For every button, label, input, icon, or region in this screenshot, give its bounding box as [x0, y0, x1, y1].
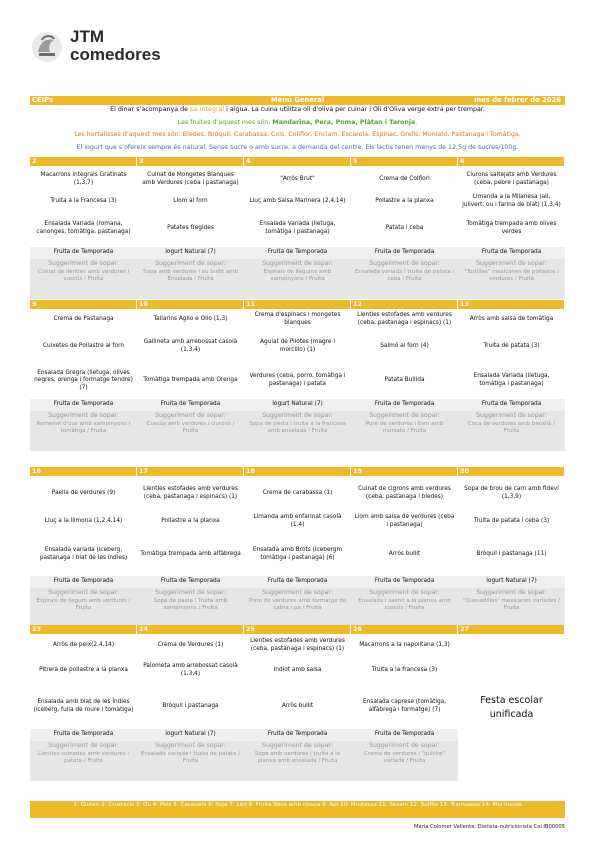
- suggestion-title: Suggeriment de sopar:: [262, 742, 333, 749]
- day-column: [244, 467, 351, 625]
- note-yogurt: El iogurt que s’ofereix sempre és natural. Sense sucre o amb sucre, a demanda del centre. Els lactis tenen menys de 12,5g de sucres/100g.: [76, 144, 519, 151]
- first-course: "Arròs Brut": [280, 175, 315, 182]
- dessert: Fruita de Temporada: [137, 576, 244, 588]
- side-dish: Arròs bullit: [281, 703, 314, 710]
- suggestion-text: Ensalada i salmó a la planxa amb cuscús / Fruita: [358, 598, 451, 612]
- suggestion-title: Suggeriment de sopar:: [48, 412, 119, 419]
- suggestion-title: Suggeriment de sopar:: [369, 412, 440, 419]
- dessert: Fruita de Temporada: [30, 247, 137, 259]
- suggestion-title: Suggeriment de sopar:: [476, 589, 547, 596]
- second-course: Lluç a la llimona (1,2,4,14): [44, 518, 123, 525]
- dinner-suggestion: [351, 259, 458, 299]
- second-course: Salmó al forn (4): [380, 342, 429, 349]
- suggestion-text: Sopa de pasta i Truita amb xampinyons / Fruita: [153, 598, 228, 612]
- dessert: Fruita de Temporada: [137, 399, 244, 411]
- first-course: Crema de carabassa (1): [262, 489, 333, 496]
- day-number: 20: [458, 467, 565, 476]
- second-course: Llom amb salsa de verdures (ceba i pastanaga): [354, 514, 455, 528]
- second-course: Limanda a la Milanesa (all, julivert, ou i farina de blat) (1,3,4): [462, 194, 561, 208]
- day-number: 18: [244, 467, 351, 476]
- suggestion-title: Suggeriment de sopar:: [369, 589, 440, 596]
- suggestion-text: Espirals de llegums amb xampinyons / Fruita: [263, 269, 332, 283]
- day-column: [458, 625, 565, 801]
- week-row: [30, 467, 565, 625]
- first-course: Crema de Colflori: [379, 175, 430, 182]
- suggestion-text: Sopa amb verdures i truita a la planxa amb ensalada / Fruita: [254, 751, 341, 765]
- first-course: Macarrons a la napolitana (1,3): [359, 641, 450, 648]
- suggestion-text: "Quesadillas" mexicanes variades / Fruita: [463, 598, 560, 612]
- second-course: Lluç amb Salsa Marinera (2,4,14): [249, 198, 346, 205]
- suggestion-text: Sopa de pasta i truita a la francesa amb ensalada / Fruita: [249, 421, 346, 435]
- week-row: [30, 157, 565, 300]
- suggestion-text: Remenat d'ous amb xampinyons i tomàtiga / Fruita: [36, 421, 131, 435]
- suggestion-title: Suggeriment de sopar:: [476, 260, 547, 267]
- suggestion-title: Suggeriment de sopar:: [155, 412, 226, 419]
- dinner-suggestion: [137, 259, 244, 299]
- dinner-suggestion: [458, 259, 565, 299]
- suggestion-text: Puré de verdures i llom amb moniato / Fruita: [365, 421, 444, 435]
- suggestion-title: Suggeriment de sopar:: [48, 260, 119, 267]
- second-course: Cuixetes de Pollastre al forn: [42, 342, 125, 349]
- second-course: Pollastre a la planxa: [375, 198, 434, 205]
- dinner-suggestion: [244, 259, 351, 299]
- header-bar: [30, 96, 565, 105]
- first-course: Paella de verdures (9): [51, 489, 116, 496]
- dessert: Fruita de Temporada: [244, 576, 351, 588]
- first-course: Sopa de brou de carn amb fideví (1,3,9): [464, 485, 559, 500]
- dinner-suggestion: [458, 411, 565, 451]
- day-number: 17: [137, 467, 244, 476]
- suggestion-text: Ensalada variada i truita de patata / Fruita: [140, 751, 241, 765]
- dinner-suggestion: [30, 588, 137, 628]
- day-number: 23: [30, 625, 137, 634]
- dessert: Iogurt Natural (7): [244, 399, 351, 411]
- note-bread-oil: El dinar s’acompanya de pa integral i aigua. La cuina utilitza oli d'oliva per cuinar i Oli d'Oliva verge extra per trempar.: [110, 106, 485, 113]
- suggestion-text: Sopa amb verdures i ou bullit amb Ensalada / Fruita: [143, 269, 238, 283]
- second-course: Palometa amb arrebossat casolà (1,3,4): [143, 663, 238, 677]
- suggestion-title: Suggeriment de sopar:: [155, 589, 226, 596]
- side-dish: Patates fregides: [167, 225, 214, 232]
- dessert: Fruita de Temporada: [458, 399, 565, 411]
- dinner-suggestion: [30, 259, 137, 299]
- first-course: Llenties estofades amb verdures (ceba, pastanaga i espinacs) (1): [250, 637, 345, 652]
- day-column: [30, 157, 137, 300]
- side-dish: Ensalada amb blat de les Índies (iceberg, fulla de roure i tomàtiga): [33, 699, 134, 713]
- suggestion-title: Suggeriment de sopar:: [48, 589, 119, 596]
- first-course: Tallarins Aglio e Olio (1,3): [153, 315, 228, 322]
- day-column: [351, 467, 458, 625]
- dessert: Fruita de Temporada: [30, 399, 137, 411]
- second-course: Aguiat de Pilotes (magre i morcillo) (1): [260, 338, 335, 353]
- day-number: 25: [244, 625, 351, 634]
- dinner-suggestion: [244, 741, 351, 781]
- suggestion-title: Suggeriment de sopar:: [48, 742, 119, 749]
- day-column: [244, 157, 351, 300]
- holiday-cell: Festa escolar unificada: [480, 694, 543, 720]
- dessert: Fruita de Temporada: [458, 247, 565, 259]
- side-dish: Ensalada variada (iceberg, pastanaga i blat de les índies): [39, 546, 128, 561]
- dessert: Fruita de Temporada: [244, 729, 351, 741]
- week-row: [30, 300, 565, 467]
- second-course: Pitrera de pollastre a la planxa: [39, 667, 128, 674]
- dessert: Fruita de Temporada: [351, 576, 458, 588]
- suggestion-title: Suggeriment de sopar:: [369, 260, 440, 267]
- day-column: [458, 157, 565, 300]
- day-column: [244, 300, 351, 467]
- second-course: Indiot amb salsa: [273, 667, 322, 674]
- day-number: 24: [137, 625, 244, 634]
- dinner-suggestion: [137, 588, 244, 628]
- dessert: Iogurt Natural (7): [137, 247, 244, 259]
- dessert: Fruita de Temporada: [351, 729, 458, 741]
- side-dish: Ensalada Variada (romana, canonges, tomàtiga, pastanaga): [36, 221, 131, 235]
- day-column: [137, 157, 244, 300]
- day-column: [458, 467, 565, 625]
- second-course: Truita de patata i ceba (3): [473, 518, 550, 525]
- side-dish: Tomàtiga trempada amb Orenga: [143, 377, 238, 384]
- dinner-suggestion: [30, 411, 137, 451]
- second-course: Truita de patata (3): [483, 342, 540, 349]
- side-dish: Ensalada Gregra (lletuga, olives negres, orenga i formatge tendre) (7): [34, 369, 133, 391]
- side-dish: Patata Bullida: [384, 377, 425, 384]
- dinner-suggestion: [244, 588, 351, 628]
- suggestion-text: Cuinat de llenties amb verdures i cuscús / Fruita: [37, 269, 130, 283]
- suggestion-text: Crema de verdures i "quiche" variada / Fruita: [363, 751, 446, 765]
- first-course: Crema d'espinacs i mongetes blanques: [254, 311, 341, 326]
- header-date: mes de febrer de 2026: [474, 96, 561, 104]
- suggestion-title: Suggeriment de sopar:: [262, 589, 333, 596]
- side-dish: Tomàtiga trempada amb olives verdes: [466, 221, 557, 235]
- day-number: 19: [351, 467, 458, 476]
- suggestion-text: "Tortillas" mexicanes de pollastre i verdures / Fruita: [464, 269, 559, 283]
- side-dish: Ensalada Variada (lletuga, tomàtiga i pastanaga): [259, 221, 336, 235]
- side-dish: Ensalada Variada (lletuga, tomàtiga i pastanaga): [473, 373, 550, 387]
- suggestion-text: Ensalada variada i truita de patata i ceba / Fruita: [355, 269, 454, 283]
- brand-logo: [30, 28, 180, 72]
- second-course: Truita a la Francesa (3): [50, 198, 117, 205]
- suggestion-text: Coca de verdures amb bacallà / Fruita: [467, 421, 556, 435]
- first-course: Cuinat de cigrons amb verdures (ceba, pastanaga i bledes): [358, 485, 451, 500]
- dinner-suggestion: [244, 411, 351, 451]
- header-title: Menú General: [270, 96, 325, 104]
- first-course: Crema de Pastanaga: [53, 315, 114, 322]
- chef-logo-icon: [30, 30, 64, 64]
- day-column: [137, 625, 244, 801]
- side-dish: Tomàtiga trempada amb alfàbrega: [140, 550, 241, 557]
- suggestion-title: Suggeriment de sopar:: [262, 412, 333, 419]
- second-course: Limanda amb enfarinat casolà (1,4): [253, 514, 342, 528]
- dinner-suggestion: [137, 411, 244, 451]
- day-column: [351, 625, 458, 801]
- first-course: Llenties estofades amb verdures (ceba, pastanaga i espinacs) (1): [357, 311, 452, 326]
- suggestion-text: Pisto de verdures amb formatge de cabra i pa / Fruita: [248, 598, 347, 612]
- day-number: 11: [244, 300, 351, 309]
- day-number: 6: [458, 157, 565, 166]
- day-number: 10: [137, 300, 244, 309]
- dessert: Fruita de Temporada: [30, 729, 137, 741]
- dinner-suggestion: [137, 741, 244, 781]
- day-column: [30, 467, 137, 625]
- day-number: 13: [458, 300, 565, 309]
- suggestion-text: Llenties cuinades amb verdures i patata / Fruita: [38, 751, 129, 765]
- dinner-suggestion: [351, 588, 458, 628]
- brand-line2: comedores: [70, 45, 161, 64]
- suggestion-title: Suggeriment de sopar:: [476, 412, 547, 419]
- first-course: Llenties estofades amb verdures (ceba, pastanaga i espinacs) (1): [143, 485, 238, 500]
- first-course: Arròs de peix(2,4,14): [52, 641, 115, 648]
- side-dish: Patata i ceba: [385, 225, 424, 232]
- first-course: Cuinat de Mongetes Blanques amb Verdures (ceba i pastanaga): [142, 171, 239, 186]
- dinner-suggestion: [458, 588, 565, 628]
- note-fruits: Les fruites d’aquest mes són: Mandarina, Pera, Poma, Plàtan i Taronja.: [177, 119, 418, 126]
- second-course: Truita a la francesa (3): [371, 667, 438, 674]
- day-column: [30, 625, 137, 801]
- header-left: CEIPs: [32, 96, 54, 104]
- second-course: Pollastre a la planxa: [161, 518, 220, 525]
- first-course: Arròs amb salsa de tomàtiga: [469, 315, 554, 322]
- day-number: 16: [30, 467, 137, 476]
- day-number: 3: [137, 157, 244, 166]
- day-column: [137, 300, 244, 467]
- dessert: Fruita de Temporada: [244, 247, 351, 259]
- side-dish: Ensalada amb Brots (icebergm tomàtiga i pastanaga) (6): [252, 546, 343, 561]
- side-dish: Verdures (ceba, porro, tomàtiga i pastanaga) i patata: [249, 373, 346, 387]
- side-dish: Bròquil i pastanaga: [162, 703, 219, 710]
- dinner-suggestion: [351, 741, 458, 781]
- day-column: [458, 300, 565, 467]
- side-dish: Ensalada caprese (tomàtiga, alfàbrega i formatge) (7): [362, 699, 447, 713]
- side-dish: Bròquil i pastanaga (11): [476, 550, 547, 557]
- day-column: [351, 300, 458, 467]
- note-vegetables: Les hortalisses d’aquest mes són: Bledes, Bròquil, Carabassa, Cols, Coliflor, Enciam, Escarola, Espinac, Grells, Moniato, Pastanaga i Tomàtiga.: [74, 131, 521, 138]
- first-course: Ciurons saltejats amb Verdures (ceba, pebre i pastanaga): [466, 171, 557, 186]
- day-column: [244, 625, 351, 801]
- day-number: 12: [351, 300, 458, 309]
- suggestion-title: Suggeriment de sopar:: [155, 742, 226, 749]
- day-number: 26: [351, 625, 458, 634]
- dessert: Iogurt Natural (7): [137, 729, 244, 741]
- allergens-legend: 1: Gluten 2: Crustacis 3: Ou 4: Peix 5: Cacauets 6: Soja 7: Llet 8: Fruita Seca amb closca 9: Api 10: Mostassa 11: Sèsam 12: Sulfits 13: Tramussos 14: Mol·luscos: [30, 801, 565, 818]
- day-number: 27: [458, 625, 565, 634]
- day-column: [351, 157, 458, 300]
- day-number: 5: [351, 157, 458, 166]
- first-course: Crema de Verdures (1): [157, 641, 224, 648]
- dinner-suggestion: [30, 741, 137, 781]
- day-number: 9: [30, 300, 137, 309]
- suggestion-title: Suggeriment de sopar:: [369, 742, 440, 749]
- second-course: Gallineta amb arrebossat casolà (1,3,4): [143, 338, 238, 353]
- brand-line1: JTM: [70, 27, 104, 46]
- dessert: Fruita de Temporada: [351, 247, 458, 259]
- suggestion-title: Suggeriment de sopar:: [155, 260, 226, 267]
- dinner-suggestion: [351, 411, 458, 451]
- first-course: Macarrons integrals Gratinats (1,3,7): [40, 171, 127, 186]
- day-number: 4: [244, 157, 351, 166]
- suggestion-text: Cuscús amb verdures i ciurons / Fruita: [146, 421, 235, 435]
- suggestion-title: Suggeriment de sopar:: [262, 260, 333, 267]
- day-column: [137, 467, 244, 625]
- suggestion-text: Espirals de llegum amb verdures / Fruita: [36, 598, 131, 612]
- day-number: 2: [30, 157, 137, 166]
- dessert: Fruita de Temporada: [30, 576, 137, 588]
- signature: Maria Colomer Valiente. Dietista-nutricionista Col IB00005: [413, 824, 565, 830]
- day-column: [30, 300, 137, 467]
- dessert: Iogurt Natural (7): [458, 576, 565, 588]
- side-dish: Arròs bullit: [388, 550, 421, 557]
- week-row: [30, 625, 565, 801]
- dessert: Fruita de Temporada: [351, 399, 458, 411]
- second-course: Llom al forn: [173, 198, 208, 205]
